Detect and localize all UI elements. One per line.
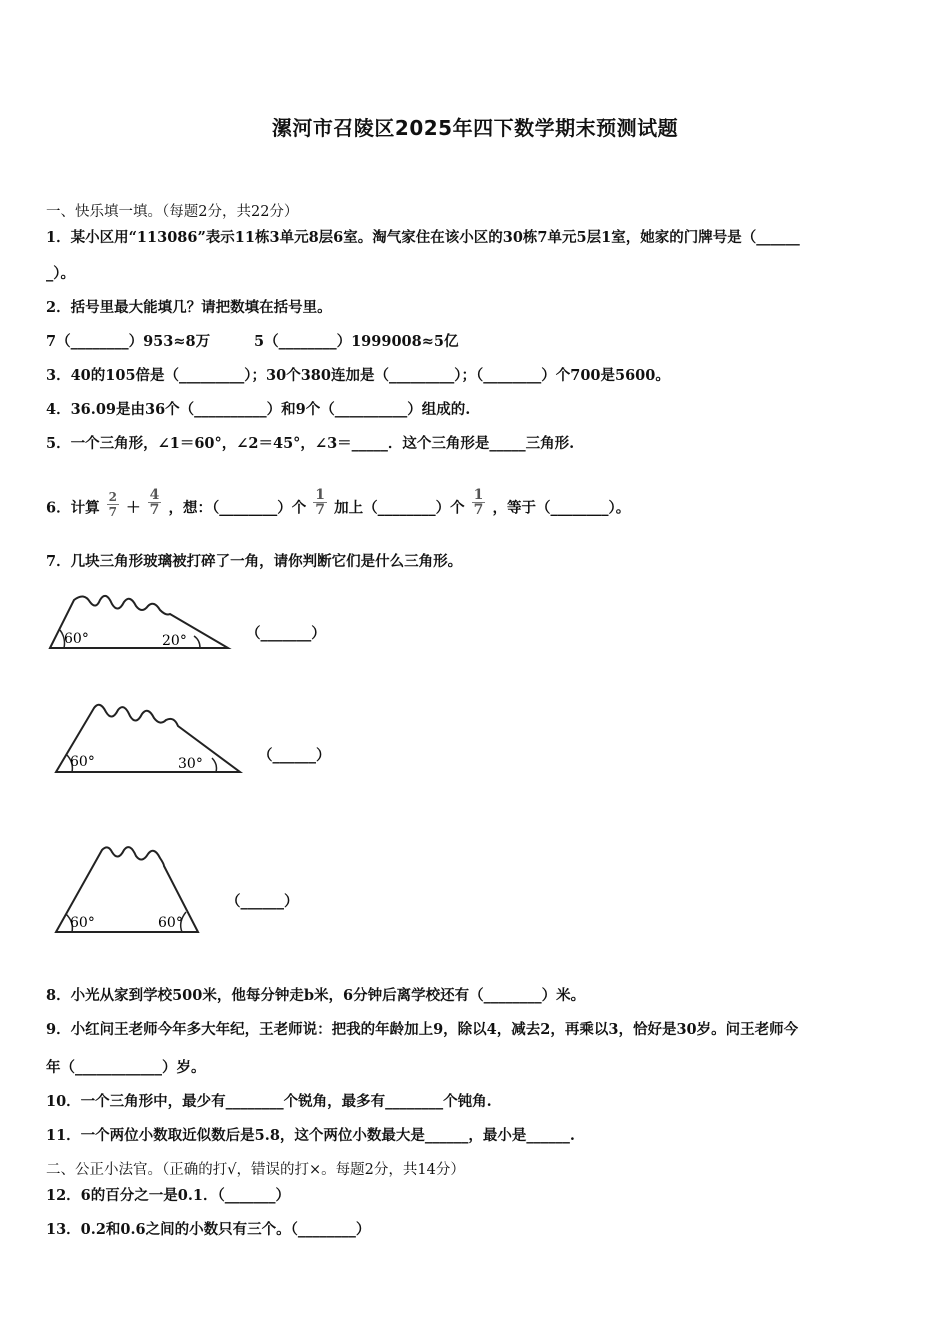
question-3: 3．40的105倍是（_________）；30个380连加是（_________）；（________）个700是5600。 [46,367,670,384]
question-2: 2．括号里最大能填几？请把数填在括号里。 [46,299,332,316]
broken-triangle-1 [44,588,234,652]
triangle-1-angle-right: 20° [162,633,187,649]
page-title: 漯河市召陵区2025年四下数学期末预测试题 [271,116,679,140]
fraction-4-7: $\frac{4}{7}$ [149,487,160,518]
question-1-line-1: 1．某小区用“113086”表示11栋3单元8层6室。淘气家住在该小区的30栋7单元5层1室，她家的门牌号是（______ [46,229,800,246]
question-9-line-2: 年（____________）岁。 [46,1059,206,1076]
triangle-2-answer: （______） [258,747,331,764]
broken-triangle-2 [50,698,246,778]
triangle-2-angle-right: 30° [178,756,203,772]
fraction-1-7-b: $\frac{1}{7}$ [473,487,484,518]
triangle-1-angle-left: 60° [64,631,89,647]
broken-triangle-3 [50,842,206,938]
triangle-2-angle-left: 60° [70,754,95,770]
question-12: 12．6的百分之一是0.1．（_______） [46,1187,290,1204]
section-2-heading: 二、公正小法官。（正确的打√，错误的打×。每题2分，共14分） [46,1162,465,1178]
question-6 [46,487,631,523]
triangle-3-answer: （______） [226,893,299,910]
question-6-suffix: ，等于（________）。 [492,499,631,517]
triangle-3-angle-right: 60° [158,915,183,931]
question-2-part-a: 7（________）953≈8万 [46,333,211,350]
section-1-heading: 一、快乐填一填。（每题2分，共22分） [46,204,299,220]
question-9-line-1: 9．小红问王老师今年多大年纪，王老师说：把我的年龄加上9，除以4，减去2，再乘以3，恰好是30岁。问王老师今 [46,1021,799,1038]
question-1-line-2: _）。 [46,265,75,282]
question-5: 5．一个三角形，∠1＝60°，∠2＝45°，∠3＝_____．这个三角形是_____三角形. [46,435,575,452]
fraction-1-7-a: $\frac{1}{7}$ [315,487,326,518]
question-6-mid-2: 加上（________）个 [334,499,465,517]
question-13: 13．0.2和0.6之间的小数只有三个。（________） [46,1221,371,1238]
question-6-mid-1: ，想：（________）个 [168,499,307,517]
plus-sign: ＋ [126,499,141,517]
triangle-1-answer: （_______） [246,625,326,642]
triangle-3-angle-left: 60° [70,915,95,931]
question-7: 7．几块三角形玻璃被打碎了一角，请你判断它们是什么三角形。 [46,553,463,570]
question-6-prefix: 6．计算 [46,499,100,517]
question-8: 8．小光从家到学校500米，他每分钟走b米，6分钟后离学校还有（________）米。 [46,987,586,1004]
fraction-2-7: $\frac{2}{7}$ [108,490,118,519]
question-10: 10．一个三角形中，最少有________个锐角，最多有________个钝角. [46,1093,492,1110]
question-2-part-b: 5（________）1999008≈5亿 [254,333,459,350]
question-11: 11．一个两位小数取近似数后是5.8，这个两位小数最大是______，最小是______. [46,1127,575,1144]
question-4: 4．36.09是由36个（__________）和9个（__________）组成的. [46,401,471,418]
